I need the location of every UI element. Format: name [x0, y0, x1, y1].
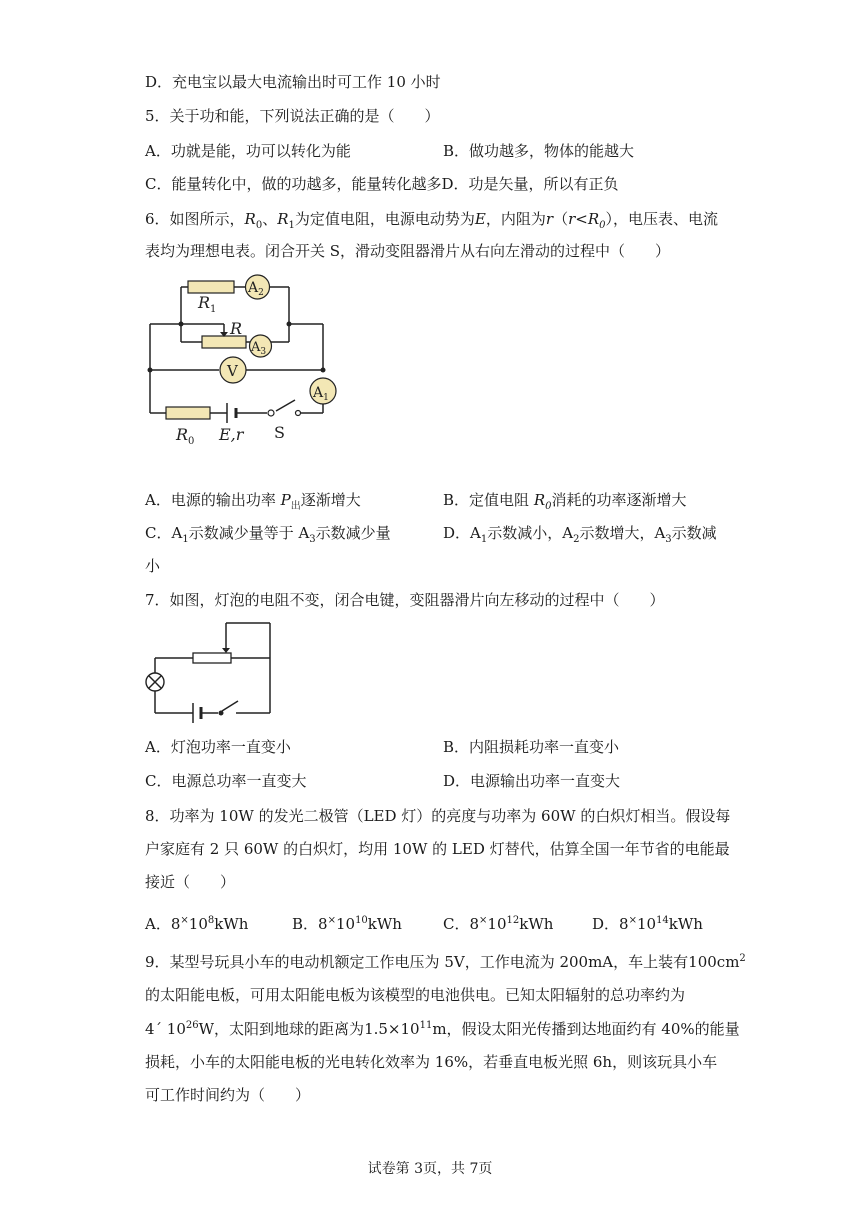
- q6-option-b: B．定值电阻 $R_0$消耗的功率逐渐增大: [443, 491, 687, 512]
- svg-text:V: V: [227, 362, 238, 380]
- q6-option-c: C．$A_1$示数减少量等于 $A_3$示数减少量: [145, 524, 391, 545]
- q5-option-b: B．做功越多，物体的能越大: [443, 142, 635, 160]
- svg-text:S: S: [274, 423, 285, 442]
- q6-stem-line1: 6．如图所示，$R_0$、$R_1$为定值电阻，电源电动势为E，内阻为$r(r<R_0)$，电压表、电流: [145, 210, 719, 231]
- q7-option-a: A．灯泡功率一直变小: [145, 738, 291, 756]
- q9-stem-line5: 可工作时间约为（ ）: [145, 1086, 311, 1104]
- q6-option-a: A．电源的输出功率 $P_出$逐渐增大: [145, 491, 361, 512]
- rheostat: [193, 653, 231, 663]
- svg-text:R: R: [230, 319, 243, 338]
- svg-text:A2: $A_2$: [248, 280, 264, 298]
- q9-stem-line1: 9．某型号玩具小车的电动机额定工作电压为 5V，工作电流为 200mA，车上装有$100cm^2$: [145, 953, 746, 971]
- q7-stem: 7．如图，灯泡的电阻不变，闭合电键，变阻器滑片向左移动的过程中（ ）: [145, 591, 665, 609]
- q8-option-d: D．$8^\times 10^{14}kWh$: [592, 915, 703, 933]
- q7-option-d: D．电源输出功率一直变大: [443, 772, 621, 790]
- q9-stem-line4: 损耗，小车的太阳能电板的光电转化效率为 16%，若垂直电板光照 6h，则该玩具小车: [145, 1053, 718, 1071]
- q6-stem-line2: 表均为理想电表。闭合开关 S，滑动变阻器滑片从右向左滑动的过程中（ ）: [145, 242, 671, 260]
- svg-text:E,r: E,r: [219, 425, 244, 444]
- q6-option-d-cont: 小: [145, 557, 161, 575]
- q5-option-cd: C．能量转化中，做的功越多，能量转化越多D．功是矢量，所以有正负: [145, 175, 619, 193]
- q5-stem: 5．关于功和能，下列说法正确的是（ ）: [145, 107, 440, 125]
- q7-circuit-diagram: [140, 618, 280, 728]
- q9-stem-line2: 的太阳能电板，可用太阳能电板为该模型的电池供电。已知太阳辐射的总功率约为: [145, 986, 686, 1004]
- svg-text:R0: $R_0$: [176, 425, 195, 447]
- q4-option-d: D．充电宝以最大电流输出时可工作 10 小时: [145, 73, 441, 91]
- svg-text:R1: $R_1$: [198, 293, 217, 315]
- q8-stem-line2: 户家庭有 2 只 60W 的白炽灯，均用 10W 的 LED 灯替代，估算全国一年节省的电能最: [145, 840, 730, 858]
- resistor-r0: [166, 407, 210, 419]
- page-footer: 试卷第 3页，共 7页: [367, 1161, 493, 1177]
- q8-stem-line3: 接近（ ）: [145, 873, 236, 891]
- svg-text:A1: $A_1$: [313, 385, 329, 403]
- q8-option-b: B．$8^\times 10^{10}kWh$: [292, 915, 402, 933]
- q8-option-c: C．$8^\times 10^{12}kWh$: [443, 915, 554, 933]
- q5-option-a: A．功就是能，功可以转化为能: [145, 142, 351, 160]
- q7-option-b: B．内阻损耗功率一直变小: [443, 738, 620, 756]
- resistor-r1: [188, 281, 234, 293]
- q8-option-a: A．$8^\times 10^8kWh$: [145, 915, 249, 933]
- q8-stem-line1: 8．功率为 10W 的发光二极管（LED 灯）的亮度与功率为 60W 的白炽灯相当。假设每: [145, 807, 731, 825]
- q7-option-c: C．电源总功率一直变大: [145, 772, 307, 790]
- svg-text:A3: $A_3$: [251, 340, 267, 357]
- q6-option-d: D．$A_1$示数减小，$A_2$示数增大，$A_3$示数减: [443, 524, 717, 545]
- q9-stem-line3: 4´ $10^{26}W$，太阳到地球的距离为$1.5\times 10^{11}m$，假设太阳光传播到达地面约有 40%的能量: [145, 1020, 740, 1038]
- q6-circuit-diagram: [140, 270, 340, 450]
